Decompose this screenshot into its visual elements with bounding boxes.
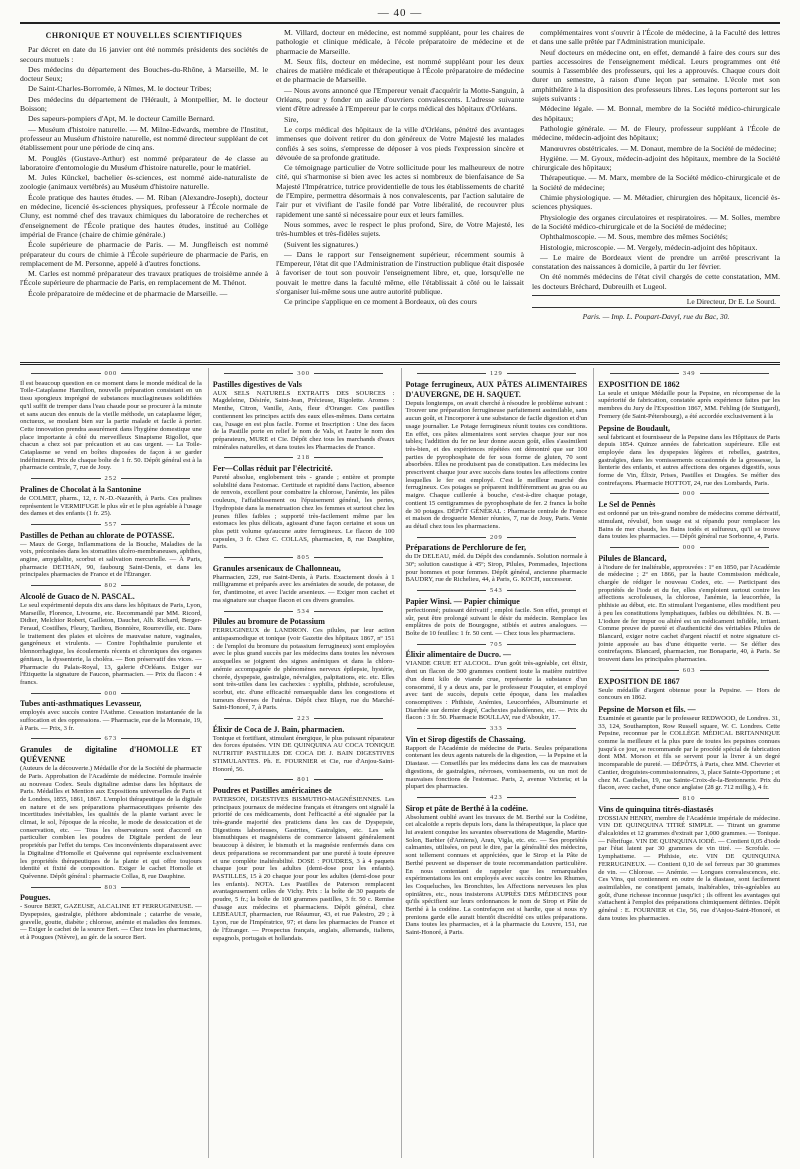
ad-title: Pastilles de Pethan au chlorate de POTASSE.	[20, 530, 175, 540]
advertisement	[598, 500, 780, 541]
printer-imprint: Paris. — Imp. L. Poupart-Davyl, rue du Bac, 30.	[582, 312, 730, 322]
ad-body: Rapport de l'Académie de médecine de Paris. Seules préparations contenant les deux agents naturels de la digestion, — la Pepsine et la Diastase. — Conseillés par les médecins dans les cas de mauvaises digestions, de gastralgies, névroses, vomissements, ou un mot de mauvaises fonctions de l'estomac. Paris, 2, avenue Victoria; et la plupart des pharmacies.	[405, 744, 588, 791]
paragraph: M. Seux fils, docteur en médecine, est nommé suppléant pour les deux chaires de matière médicale et thérapeutique à l'École préparatoire de médecine et de pharmacie de Marseille.	[276, 56, 524, 85]
ad-number: 557	[20, 521, 202, 529]
advertisement	[20, 531, 202, 580]
paragraph: M. Pouglès (Gustave-Arthur) est nommé préparateur de 4e classe au laboratoire d'entomologie du Muséum d'histoire naturelle, pour le matériel.	[20, 153, 268, 172]
ad-title: Fer—Collas réduit par l'électricité.	[212, 464, 333, 474]
ad-body: FERRUGINEUX de LANDRON. Ces pilules, par leur action antispasmodique et tonique (voir Gazette des hôpitaux 1867, nº 151 : de l'emploi du bromure du potassium ferrugineux) sont employées avec le plus grand succès par les médecins dans toutes les névroses auxquelles se joignent des signes anémiques et dans la chloro-anémie accompagnée de phénomènes nerveux épilepsie, hystérie, chorée, dyspepsie, gastralgie, névralgies, palpitations, etc. etc. Elles sont très-utiles dans les cachexies : syphilis, phthisie, scrofuleuse, scorbut, etc. d'une efficacité remarquable dans les congestions et tumeurs diverses de l'utérus. Dépôt chez Blayn, rue du Marché-Saint-Honoré, 7, à Paris.	[212, 627, 395, 712]
paragraph: Manœuvres obstétricales. — M. Donaut, membre de la Société de médecine;	[540, 143, 777, 153]
paragraph: Chimie physiologique. — M. Métadier, chirurgien des hôpitaux, licencié ès-sciences physiques.	[532, 193, 780, 212]
ad-number: 805	[213, 554, 395, 562]
paragraph: — Muséum d'histoire naturelle. — M. Milne-Edwards, membre de l'Institut, professeur au Muséum d'histoire naturelle, est nommé directeur suppléant de cet établissement pour une période de cinq ans.	[20, 124, 268, 153]
paragraph: Histologie, microscopie. — M. Vergely, médecin-adjoint des hôpitaux.	[540, 242, 758, 252]
ad-number: 423	[406, 794, 588, 802]
ad-number: 218	[213, 454, 395, 462]
paragraph: — Dans le rapport sur l'enseignement supérieur, récemment soumis à l'Empereur, l'état dit que l'Administration de l'instruction publique était disposée à favoriser de tout son pouvoir l'enseignement libre, et, que, lorsqu'elle ne pouvait le mettre dans la faculté même, elle l'établissait à côté ou le laissait s'organiser lui-même sous une autre autorité publique.	[276, 249, 524, 297]
editorial-column-3	[532, 28, 780, 358]
ad-number: 349	[598, 370, 780, 378]
advertisement	[598, 380, 780, 421]
paragraph: (Suivent les signatures.)	[284, 239, 359, 249]
advertisement	[406, 380, 588, 531]
advertisement-section	[20, 368, 780, 1158]
ad-number: 705	[406, 641, 588, 649]
advertisement	[406, 804, 588, 937]
paragraph: Des médecins du département de l'Hérault, à Montpellier, M. le docteur Boisson;	[20, 94, 268, 114]
advertisement	[20, 745, 202, 881]
paragraph: Ce principe s'applique en ce moment à Bordeaux, où des cours	[284, 297, 477, 307]
ad-column-3	[401, 368, 588, 1158]
paragraph: M. Carles est nommé préparateur des travaux pratiques de troisième année à l'École supérieure de pharmacie de Paris, en remplacement de M. Thénot.	[20, 269, 268, 288]
ad-title: EXPOSITION DE 1862	[598, 379, 680, 389]
paragraph: Nous sommes, avec le respect le plus profond, Sire, de Votre Majesté, les très-humbles et très-fidèles sujets.	[276, 219, 524, 239]
ad-body: Pharmacien, 229, rue Saint-Denis, à Paris. Exactement dosés à 1 milligramme et préparés avec les arséniates de soude, de potasse, de fer, d'antimoine, et avec l'acide arsenieux. — Exiger mon cachet et ma signature sur chaque flacon et ces divers granules.	[212, 573, 395, 604]
ad-title: Vin et Sirop digestifs de Chassaing.	[405, 734, 526, 744]
advertisement	[406, 735, 588, 791]
ad-body: de COLMET, pharm., 12, r. N.-D.-Nazaréth, à Paris. Ces pralines représentent le VERMIFUGE le plus sûr et le plus agréable à l'usage des dames et des enfants (1 fr. 25).	[20, 494, 202, 518]
ad-title: Pralines de Chocolat à la Santonine	[20, 484, 142, 494]
paragraph: Par décret en date du 16 janvier ont été nommés présidents des sociétés de secours mutuels :	[20, 45, 268, 64]
ad-title: EXPOSITION DE 1867	[598, 676, 680, 686]
ad-number: 223	[213, 715, 395, 723]
ad-number: 209	[406, 534, 588, 542]
paragraph: Physiologie des organes circulatoires et respiratoires. — M. Solles, membre de la Société médico-chirurgicale et de la Société de médecine;	[532, 212, 780, 231]
ad-body: Depuis longtemps, on avait cherché à résoudre le problème suivant : Trouver une préparation ferrugineuse parfaitement assimilable, sans aucun goût, et l'incorporer à une substance de facile digestion et d'un usage journalier. Le Potage ferrugineux réunit toutes ces conditions. En effet, ces pâtes alimentaires sont servies chaque jour sur nos tables; l'addition du fer ne leur donne aucun goût, elles s'assimilent très-bien, et des expériences répétées ont démontré que sur 100 parties de pyrophosphate de fer sous forme de gluten, 70 sont absorbées. Elles ne produisent pas de constipation. Les médecins les prescrivent chaque jour avec succès dans toutes les affections contre lesquelles le fer est employé. C'est le meilleur marché des ferrugineux. Ces potages se préparent indifféremment au gras ou au maigre. Chaque cuillerée à bouche, c'est-à-dire chaque potage, contient 15 centigrammes de pyrophosphate de fer. 2 francs la boîte de 30 potages. DÉPÔT GÉNÉRAL : Pharmacie centrale de France et maison de droguerie Menier réunies, 7, rue de Jouy, Paris. Vente au détail chez tous les pharmaciens.	[405, 399, 588, 530]
ad-number: 300	[213, 370, 395, 378]
advertisement	[598, 705, 780, 792]
ad-body: Absolument oublié avant les travaux de M. Berthé sur la Codéine, cet alcaloïde a repris depuis lors, dans la thérapeutique, la place que lui avaient conquise les savantes observations de Magendie, Martin-Solon, Barbier (d'Amiens), Aran, Vigla, etc. etc. — Ses propriétés calmantes, utilisées, on peut le dire, par la généralité des médecins, sont tellement connues et appréciées, que le Sirop et la Pâte de Berthé peuvent se dispenser de toute recommandation particulière. En nous contentant de rappeler que les remarquables expérimentations les ont employés avec succès contre les Rhumes, les Coqueluches, les Bronchites, les Affections nerveuses les plus opiniâtres, etc., nous insisterons AUPRÈS DES MÉDECINS pour qu'ils spécifient sur leurs ordonnances le nom de Sirop et Pâte de Berthé à la codéine. La contrefaçon est si hardie, que si nous n'y prenions garde elle aurait bientôt discrédité ces utiles préparations. Dans toutes les pharmacies, et à la pharmacie du Louvre, 151, rue Saint-Honoré, à Paris.	[405, 813, 588, 937]
section-heading: CHRONIQUE ET NOUVELLES SCIENTIFIQUES	[45, 31, 243, 40]
ad-number: 000	[598, 544, 780, 552]
ad-title: Vins de quinquina titrés-diastasés	[598, 804, 714, 814]
paragraph: Le corps médical des hôpitaux de la ville d'Orléans, pénétré des avantages immenses que doivent retirer du don généreux de Votre Majesté les malades confiés à ses soins, s'empresse de déposer à vos pieds l'expression sincère et dévouée de sa profonde gratitude.	[276, 124, 524, 162]
director-signature: Le Directeur, Dr E. Le Sourd.	[532, 295, 780, 308]
top-rule	[20, 22, 780, 24]
paragraph: École supérieure de pharmacie de Paris. — M. Jungfleisch est nommé préparateur du cours de chimie à l'École supérieure de pharmacie de Paris, en remplacement de M. Personne, appelé à d'autres fonctions.	[20, 240, 268, 268]
ad-number: 000	[598, 490, 780, 498]
advertisement	[213, 725, 395, 774]
col3-paras	[532, 28, 780, 291]
ad-title: Pougues.	[20, 893, 51, 903]
ad-body: PATERSON, DIGESTIVES BISMUTHO-MAGNÉSIENNES. Les principaux journaux de médecine français et étrangers ont signalé la priorité de ces médicaments, dont l'efficacité a été signalée par la très-grande majorité des praticiens dans les cas de Dyspepsie, Digestions laborieuses, Gastrites, Gastralgies, etc. Les sels bismuthiques et magnésiens de commerce laissent généralement beaucoup à désirer, le bismuth et la magnésie renfermés dans ces deux préparations se recommandent par une pureté à toute épreuve et une complète inaltérabilité. DOSE : POUDRES, 3 à 4 paquets chaque jour pour les adultes (demi-dose pour les enfants). PASTILLES, 15 à 20 chaque jour pour les adultes (demi-dose pour les enfants). NOTA. Les Pastilles de Paterson remplacent avantageusement celles de Vichy. Prix : la boîte de 30 paquets de poudre, 5 fr.; la boîte de 100 grammes pastilles, 3 fr. 50 c. Remise d'usage aux médecins et pharmaciens. Dépôt général, chez LEBEAULT, pharmacien, rue Réaumur, 43, et rue Palestro, 29 ; à Lyon, rue de l'Impératrice, 97; et dans les pharmacies de France et de l'Étranger. — Prospectus français, anglais, allemands, italiens, espagnols, portugais et hollandais.	[212, 795, 395, 942]
advertisement	[213, 564, 395, 605]
editorial-section	[20, 28, 780, 358]
paragraph: Des médecins du département des Bouches-du-Rhône, à Marseille, M. le docteur Seux;	[20, 64, 268, 84]
ad-title: Élixir alimentaire de Ducro. —	[405, 650, 512, 660]
ad-number: 810	[598, 795, 780, 803]
advertisement	[598, 805, 780, 923]
ad-body: Il est beaucoup question en ce moment dans le monde médical de la Toile-Cataplasme Hamilton, nouvelle préparation consistant en un tissu spongieux imprégné de substances mucilagineuses solidifiées qu'il suffit de tremper dans l'eau chaude pour se procurer à la minute et sans aucun des ennuis de la vieille méthode, un cataplasme léger, onctueux, se moulant bien sur la partie malade et facile à porter. Cette innovation prendra assurément dans l'hygiène domestique une place importante à côté du merveilleux Sinapisme Rigollot, que chacun a chez soi par précaution et au cas urgent. — La Toile-Cataplasme se vend en boîtes disposées de façon à se garder indéfiniment. Prix de chaque boîte de 1 fr. 50. Dépôt général est à la pharmacie centrale, 7, rue de Jouy.	[20, 379, 202, 472]
ad-title: Granules de digitaline d'HOMOLLE ET QUÉVENNE	[20, 745, 202, 765]
ad-title: Granules arsenicaux de Challonneau,	[212, 563, 341, 573]
ad-title: Sirop et pâte de Berthé à la codéine.	[405, 803, 529, 813]
ad-number: 534	[213, 608, 395, 616]
ad-title: Papier Winsi. — Papier chimique	[405, 596, 520, 606]
paragraph: On été nommés médecins de l'état civil chargés de cette constatation, MM. les docteurs Bréchard, Dubreuilh et Lugeol.	[532, 272, 780, 291]
ad-title: Pepsine de Morson et fils. —	[598, 704, 696, 714]
paragraph: Neuf docteurs en médecine ont, en effet, demandé à faire des cours sur des parties accessoires de l'enseignement médical. Leurs programmes ont été soumis à l'assemblée des professeurs, qui les a approuvés. Chaque cours doit durer un semestre, à raison d'une leçon par semaine. L'école met son amphithéâtre à la disposition des professeurs libres. Les leçons porteront sur les sujets suivants :	[532, 47, 780, 104]
ad-number: 673	[20, 735, 202, 743]
advertisement	[20, 893, 202, 942]
page-number: — 40 —	[377, 7, 423, 19]
col2-paras	[276, 28, 524, 307]
paragraph: Ce témoignage particulier de Votre sollicitude pour les malheureux de notre cité, qui s'harmonise si bien avec les actes si nombreux de bienfaisance de Sa Majesté l'Impératrice, tutrice providentielle de tous les établissements de charité de l'Empire, permettra désormais à nos convalescents, par l'action salutaire de l'air pur et vivifiant de l'asile fondé par Votre libéralité, de recouvrer plus rapidement une santé si nécessaire pour eux et leurs familles.	[276, 163, 524, 219]
ad-number: 129	[406, 370, 588, 378]
paragraph: Des sapeurs-pompiers d'Apt, M. le docteur Camille Bernard.	[28, 114, 215, 124]
ad-body: à l'iodure de fer inaltérable, approuvées : 1º en 1850, par l'Académie de médecine ; 2º en 1866, par la haute Commission médicale, chargée de rédiger le nouveau Codex, etc. — Participant des propriétés de l'iode et du fer, elles s'emploient surtout contre les affections scrofuleuses, la chlorose, l'anémie, la leucorrhée, la phthisie au début, etc. En stimulant l'organisme, elles modifient peu à peu les constitutions lymphatiques, faibles ou débilitées. N. B. — L'iodure de fer impur ou altéré est un médicament infidèle, irritant. Comme preuve de pureté et d'authenticité des véritables Pilules de Blancard, exiger notre cachet d'argent réactif et notre signature ci-jointe apposée au bas d'une étiquette verte. — Se défier des contrefaçons. Blancard, pharmacien, rue Bonaparte, 40, à Paris. Se trouvent dans les principales pharmacies.	[598, 563, 780, 664]
advertisement	[20, 380, 202, 472]
ad-body: - Source BERT, GAZEUSE, ALCALINE ET FERRUGINEUSE. — Dyspepsies, gastralgie, pléthore abdominale ; catarrhe de vessie, gravelle, goutte, diabète ; chlorose, anémie et maladies des femmes. — Exiger le cachet de la source Bert. — Chez tous les pharmaciens, et à Pougues (Nièvre), au gér. de la source Bert.	[20, 903, 202, 942]
paragraph: M. Villard, docteur en médecine, est nommé suppléant, pour les chaires de pathologie et clinique médicale, à l'école préparatoire de médecine et de pharmacie de Marseille.	[276, 28, 524, 56]
ad-body: — Maux de Gorge, Inflammations de la Bouche, Maladies de la voix, préconisées dans les stomatites ulcéro-membraneuses, aphthes, angine, amygdalite, scorbut et salivation mercurielle. — À Paris, pharmacie DETHAN, 90, faubourg Saint-Denis, et dans les principales pharmacies de France et de l'Étranger.	[20, 540, 202, 579]
ad-body: Tonique et fortifiant, stimulant énergique, le plus puissant réparateur des forces épuisées. VIN DE QUINQUINA AU COCA TONIQUE NUTRITIF PASTILLES DE COCA DE J. BAIN DIGESTIVES STIMULANTES. Ph. E. FOURNIER et Cie, rue d'Anjou-Saint-Honoré, 56.	[212, 734, 395, 773]
ad-body: perfectionné; puissant dérivatif ; emploi facile. Son effet, prompt et sûr, peut être prolongé suivant le désir du médecin. Remplace les emplâtres de poix de Bourgogne, stibiés et autres analogues. — Boîte de 10 feuilles: 1 fr. 50 cent. — Chez tous les pharmaciens.	[405, 606, 588, 637]
paragraph: De Saint-Charles-Borromée, à Nîmes, M. le docteur Tribes;	[28, 84, 212, 94]
advertisement	[213, 617, 395, 712]
ad-number: 603	[598, 667, 780, 675]
paragraph: Hygiène. — M. Gyoux, médecin-adjoint des hôpitaux, membre de la Société chirurgicale des hôpitaux;	[532, 153, 780, 173]
ad-title: Alcoolé de Guaco de N. PASCAL.	[20, 591, 135, 601]
advertisement	[598, 677, 780, 702]
ad-column-4	[593, 368, 780, 1158]
ad-body: seul fabricant et fournisseur de la Pepsine dans les Hôpitaux de Paris depuis 1854. Quinze années de fabrication supérieure. Elle est employée dans les dyspepsies légères et rebelles, gastrites, gastralgies, dans les vomissements occasionnés de la grossesse, la lienterie des enfants, et autres affections des organes digestifs, sous forme de Vin, Élixir, Prises, Pastilles et Dragées. Se méfier des contrefaçons. Pharmacie HOTTOT, 24, rue des Lombards, Paris.	[598, 433, 780, 487]
ad-body: AUX SELS NATURELS EXTRAITS DES SOURCES : Magdeleine, Désirée, Saint-Jean, Précieuse, Rigolette. Aromes : Menthe, Citron, Vanille, Anis, fleur d'Oranger. Ces pastilles contiennent les principes actifs des eaux elles-mêmes. Dans certains cas, l'usage en est plus facile. Forme et Inscription : Une des faces de la Pastille porte en relief le nom de Vals, et l'autre le nom des préparateurs, MURE et Cie. Dépôt chez tous les marchands d'eaux minérales naturelles, et dans toutes les Pharmacies de France.	[212, 389, 395, 451]
ad-number: 803	[20, 884, 202, 892]
advertisement	[213, 786, 395, 942]
ad-number: 000	[20, 370, 202, 378]
advertisement	[20, 485, 202, 518]
advertisement	[598, 424, 780, 488]
paragraph: M. Jules Künckel, bachelier ès-sciences, est nommé aide-naturaliste de zoologie (animaux vertébrés) au Muséum d'histoire naturelle.	[20, 173, 268, 192]
ad-body: Seule médaille d'argent obtenue pour la Pepsine. — Hors de concours en 1862.	[598, 686, 780, 702]
ad-title: Pilules de Blancard,	[598, 553, 667, 563]
paragraph: École préparatoire de médecine et de pharmacie de Marseille. —	[28, 288, 228, 298]
advertisement	[213, 380, 395, 452]
ad-title: Tubes anti-asthmatiques Levasseur,	[20, 699, 142, 709]
ad-number: 252	[20, 475, 202, 483]
editorial-column-1	[20, 28, 268, 358]
ad-number: 801	[213, 776, 395, 784]
ad-title: Poudres et Pastilles américaines de	[212, 785, 332, 795]
paragraph: — Le maire de Bordeaux vient de prendre un arrêté prescrivant la constatation des naissances à domicile, à partir du 1er février.	[532, 252, 780, 272]
ad-title: Potage ferrugineux, AUX PÂTES ALIMENTAIRES D'AUVERGNE, DE H. SAQUET.	[405, 379, 588, 399]
ad-body: Examinée et garantie par le professeur REDWOOD, de Londres. 31, 33, 124, Southampton, Row Russell square, W. C. Londres. Cette Pepsine, reconnue par le COLLÈGE MÉDICAL BRITANNIQUE comme la meilleure et la plus pure de toutes les pepsines connues jusqu'à ce jour, se recommande par le procédé spécial de fabrication dont MM. Morson et fils se servent pour la livrer à un degré incomparable de pureté. — DÉPÔTS, à Paris, chez MM. Chevrier et Cantier, droguistes-commissionnaires, 3, place Sainte-Opportune ; et chez M. Castbelas, 19, rue Sainte-Croix-de-la-Bretonnerie. Prix du flacon, avec cachet, d'une once anglaise (28 gr. 712 millig.), 4 fr.	[598, 714, 780, 792]
editorial-column-2	[276, 28, 524, 358]
paragraph: Thérapeutique. — M. Marx, membre de la Société médico-chirurgicale et de la Société de médecine;	[532, 173, 780, 192]
paragraph: Pathologie générale. — M. de Fleury, professeur suppléant à l'École de médecine, médecin-adjoint des hôpitaux;	[532, 123, 780, 143]
ad-title: Pepsine de Boudault,	[598, 423, 671, 433]
advertisement	[598, 554, 780, 664]
ad-title: Pastilles digestives de Vals	[212, 379, 302, 389]
ad-body: (Auteurs de la découverte.) Médaille d'or de la Société de pharmacie de Paris. Approbation de l'Académie de médecine. Formule insérée au nouveau Codex. Seuls digitaline admise dans les hôpitaux de Paris. Médailles et Mention aux Expositions universelles de Paris et de Londres, 1855, 1861, 1867. L'emploi thérapeutique de la digitale en nature et de ses préparations pharmaceutiques présente des incertitudes inévitables, les qualités de la plante variant avec le climat, le sol, l'époque de la récolte, le mode de dessiccation et de conservation, etc. — Tous les observateurs sont d'accord en particulier combien les poudres de Digitale perdent de leur propriétés par l'effet du temps. Ces inconvénients disparaissent avec la Digitaline d'Homolle et Quévenne qui représente exclusivement les propriétés thérapeutiques de la plante et qui offre toujours identité et fixité de composition. Exiger le cachet Homolle et Quévenne. Dépôt général : pharmacie Collas, 8, rue Dauphine.	[20, 765, 202, 880]
ad-title: Préparations de Perchlorure de fer,	[405, 543, 526, 553]
advert-rule	[20, 362, 780, 365]
ad-body: Le seul expérimenté depuis dix ans dans les hôpitaux de Paris, Lyon, Marseille, Florence, Livourne, etc. Recommandé par MM. Ricord, Didier, Melchior Robert, Gailleton, Dauchet, Alb. Richard, Berger-Feraud, Costilhes, Fleury, Tardieu, Bonnière, Rourreville, etc. Dans le traitement des plaies et ulcères de mauvaise nature, vaginales, gangréneux et virulents. — Contre l'ophthalmie purulente et blennorrhagique, les écoulements récents et chroniques des organes génitaux, la dyssenterie, la choléra. — Bon préservatif des vices. — Pharmacie du Palais-Royal, 13, galerie d'Orléans. Exiger sur l'Étiquette la signature de Faucon, pharmacien. — Prix du flacon : 4 francs.	[20, 601, 202, 686]
ad-number: 000	[20, 690, 202, 698]
ad-column-2	[208, 368, 395, 1158]
advertisement	[406, 650, 588, 722]
paragraph: complémentaires vont s'ouvrir à l'École de médecine, à la Faculté des lettres et dans une salle prêtée par l'Administration municipale.	[532, 28, 780, 47]
ad-title: Élixir de Coca de J. Bain, pharmacien.	[212, 724, 345, 734]
ad-number: 802	[20, 582, 202, 590]
ad-body: est ordonné par un très-grand nombre de médecins comme dérivatif, stimulant, révulsif, bon usage est si répandu pour remplacer les Bains de mer chauds, les Bains iodés et sulfureux, qu'il se trouve dans toutes les pharmacies. — Dépôt général rue Sorbonne, 4, Paris.	[598, 510, 780, 541]
paragraph: Sire,	[284, 114, 299, 124]
ad-body: du Dr DELEAU, méd. du Dépôt des condamnés. Solution normale à 30º; solution caustique à 45º; Sirop, Pilules, Pommades, Injections pour hommes et pour femmes. Dépôt général, ancienne pharmacie BAUDRY, rue de Richelieu, 44, à Paris, G. KOCH, successeur.	[405, 553, 588, 584]
col1-paras	[20, 45, 268, 298]
paragraph: École pratique des hautes études. — M. Riban (Alexandre-Joseph), docteur en médecine, licencié ès-sciences physiques, professeur à l'École normale de Cluny, est nommé chef des travaux chimiques du laboratoire de recherches et d'enseignement de l'École pratique des hautes études, institué au Collège impérial de France (chaire de chimie générale.)	[20, 192, 268, 239]
paragraph: — Nous avons annoncé que l'Empereur venait d'acquérir la Motte-Sanguin, à Orléans, pour y fonder un asile d'ouvriers convalescents. L'adresse suivante vient d'être adressée à l'Empereur par le corps médical des hôpitaux d'Orléans.	[276, 85, 524, 114]
paragraph: Médecine légale. — M. Bonnal, membre de la Société médico-chirurgicale des hôpitaux;	[532, 104, 780, 123]
ad-title: Le Sel de Pennès	[598, 500, 656, 510]
ad-column-1	[20, 368, 202, 1158]
ad-number: 543	[406, 587, 588, 595]
advertisement	[406, 543, 588, 584]
ad-body: VIANDE CRUE ET ALCOOL. D'un goût très-agréable, cet élixir, dont un flacon de 300 grammes contient toute la matière nutritive d'un demi kilo de viande crue, représente la substance d'un consommé, il y a deux ans, par le professeur Fouquier, et employé avec tant de succès, depuis cette époque, dans les maladies consomptives : Phthisie, Anémies, Leucorrhées, Albuminurie et Diarrhée sur dernier degré, Cachexies paludéennes, etc. — Prix du flacon : 3 fr. 50. Pharmacie BOULLAY, rue d'Aboukir, 17.	[405, 660, 588, 722]
ad-body: D'OSSIAN HENRY, membre de l'Académie impériale de médecine. VIN DE QUINQUINA TITRÉ SIMPLE. — Titrant un gramme d'alcaloïdes et 12 grammes d'extrait par 1,000 grammes. — Tonique. — Fébrifuge. VIN DE QUINQUINA IODÉ. — Contient 0,05 d'iode par l'état latent par 30 grammes de vin titré. — Scrofule. — Lymphatisme. — Phthisie, etc. VIN DE QUINQUINA FERRUGINEUX. — Contient 0,10 de sel ferreux par 30 grammes de vin. — Chlorose. — Anémie. — Longues convalescences, etc. Ces Vins, qui contiennent en outre de la diastase, sont facilement assimilables, ne constipent jamais, inaltérables, très-agréables au goût, d'une richesse inconnue jusqu'ici ; ils offrent les avantages qui s'attachent à l'emploi des préparations chimiquement définies. Dépôt général : E. FOURNIER et Cie, 56, rue d'Anjou-Saint-Honoré, et dans toutes les pharmacies.	[598, 814, 780, 922]
advertisement	[213, 464, 395, 551]
advertisement	[20, 699, 202, 732]
paragraph: Ophthalmoscopie. — M. Sous, membre des mêmes Sociétés;	[540, 232, 728, 242]
advertisement	[20, 592, 202, 687]
ad-title: Pilules au bromure de Potassium	[212, 617, 325, 627]
ad-body: Pureté absolue, englobement très - grande ; entière et prompte solubilité dans l'estomac. Certitude et rapidité dans l'action, absence de renvois, excellent pour combattre la chlorose, l'anémie, les pâles couleurs, l'affaiblissement ou l'épuisement général, les pertes, l'hydropisie dans la menstruation chez les femmes et surtout chez les jeunes filles faibles ; supporté très-facilement même par les estomacs les plus délicats, agissant d'une façon certaine et sous un plus petit volume qu'aucune autre ferrugineux. Le flacon de 100 capsules, 3 fr. Chez C. COLLAS, pharmacien, 8, rue Dauphine, Paris.	[212, 474, 395, 551]
advertisement	[406, 597, 588, 638]
ad-body: La seule et unique Médaille pour la Pepsine, en récompense de la supériorité de fabrication, constatée après expérience faites par les membres du Jury de l'Exposition 1867, MM. Fehling (de Stuttgard), Fremery (de Saint-Pétersbourg), a été accordée exclusivement à la	[598, 389, 780, 420]
ad-number: 333	[406, 725, 588, 733]
ad-body: employés avec succès contre l'Asthme. Cessation instantanée de la suffocation et des oppressions. — Pharmacie, rue de la Monnaie, 19, à Paris. — Prix, 3 fr.	[20, 709, 202, 732]
newspaper-page	[10, 0, 790, 1160]
